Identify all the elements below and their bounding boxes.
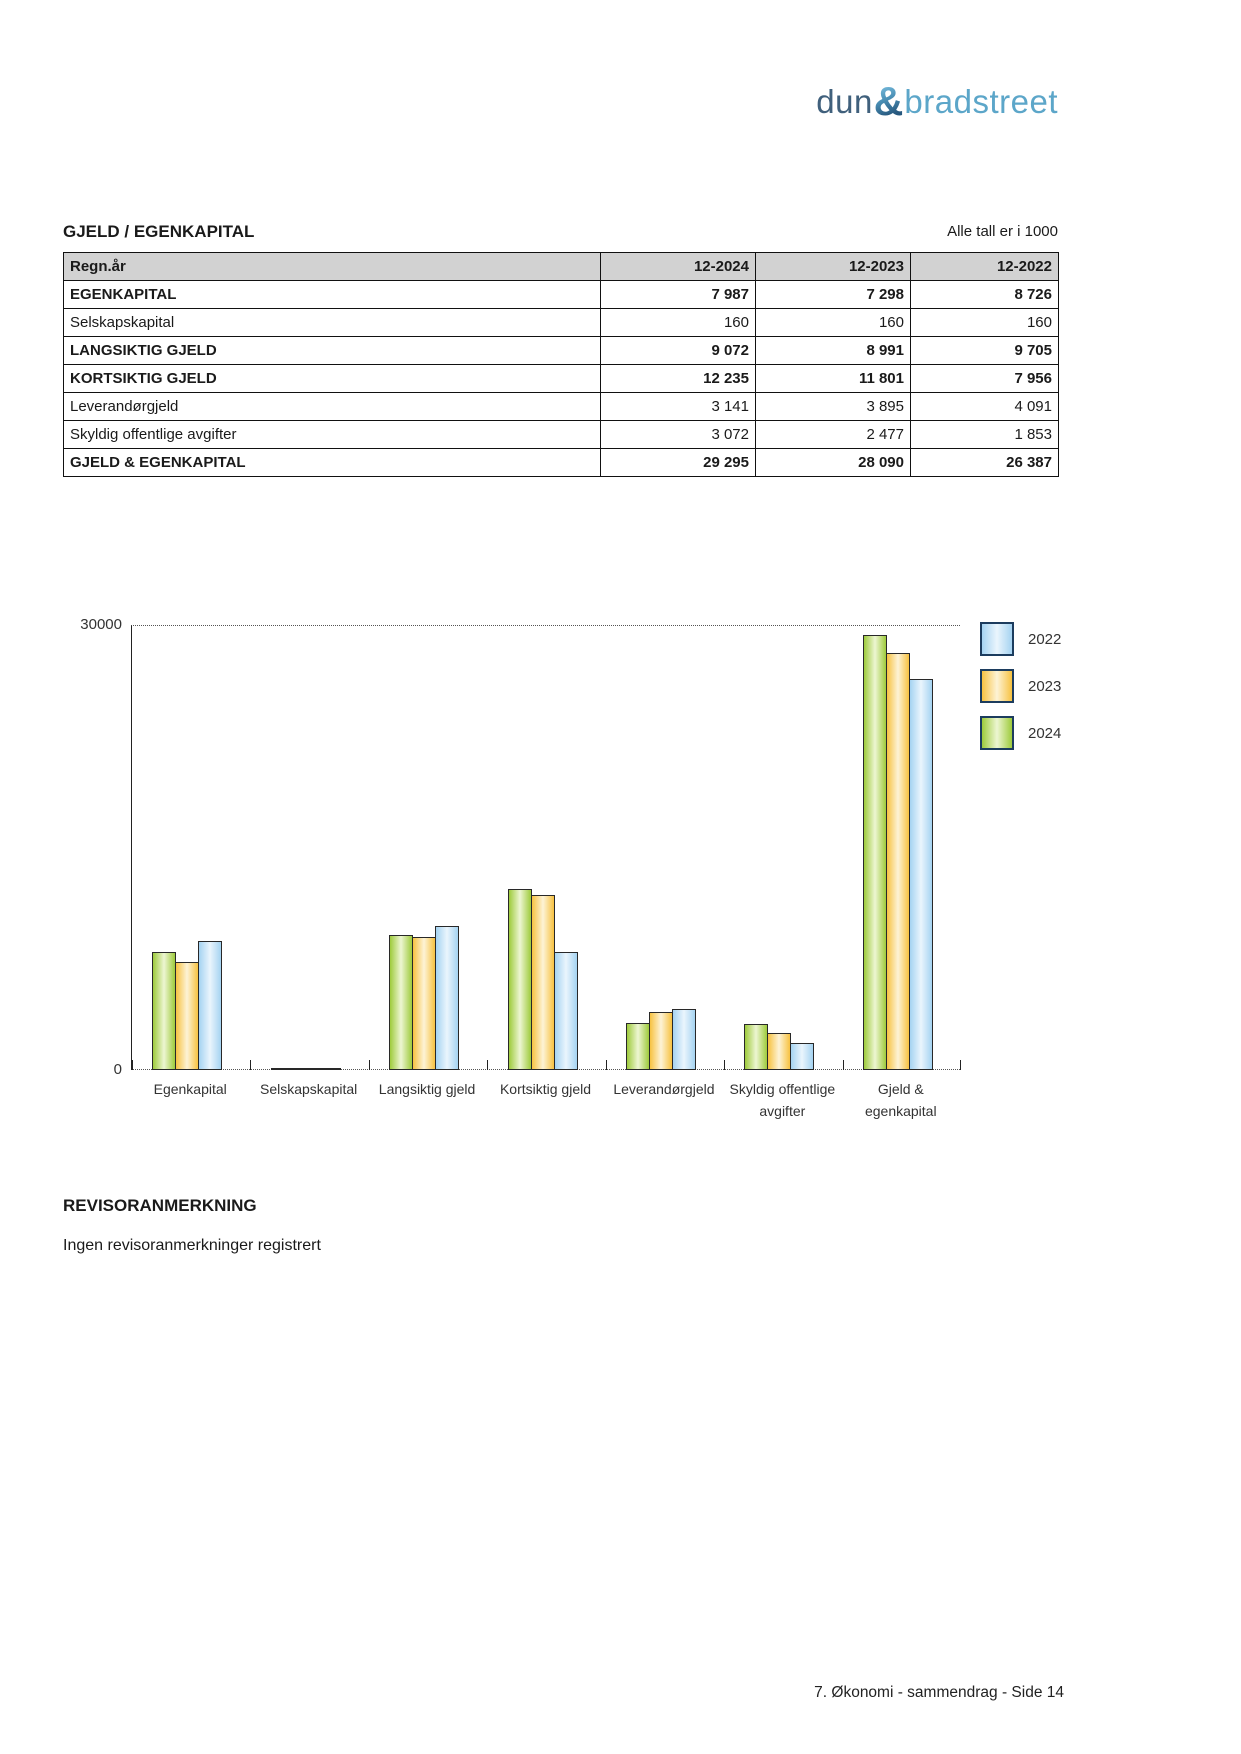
bar-2023-gjeld-egenkapital	[886, 653, 910, 1070]
bar-group-1	[271, 1068, 341, 1070]
bar-2022-egenkapital	[198, 941, 222, 1070]
row-label: GJELD & EGENKAPITAL	[64, 449, 601, 477]
x-axis-tick	[606, 1060, 607, 1070]
category-label-5: Skyldig offentlige avgifter	[729, 1081, 836, 1119]
row-value: 4 091	[911, 393, 1059, 421]
bar-group-4	[626, 1009, 696, 1070]
table-header-row	[64, 253, 1059, 281]
bar-2023-leverand-rgjeld	[649, 1012, 673, 1070]
revisor-heading: REVISORANMERKNING	[63, 1196, 257, 1215]
table-header-12-2023: 12-2023	[756, 253, 911, 281]
bar-2024-skyldig-offentlige-avgifter	[744, 1024, 768, 1070]
category-label-6: Gjeld & egenkapital	[864, 1081, 937, 1119]
x-axis-tick	[724, 1060, 725, 1070]
legend-label-2024: 2024	[1028, 724, 1062, 742]
bar-2024-egenkapital	[152, 952, 176, 1070]
row-value: 3 895	[756, 393, 911, 421]
bar-2024-langsiktig-gjeld	[389, 935, 413, 1070]
table-row	[64, 393, 1059, 421]
row-value: 11 801	[756, 365, 911, 393]
unit-note: Alle tall er i 1000	[947, 223, 1058, 240]
x-axis-tick	[132, 1060, 133, 1070]
logo-ampersand-icon: &	[873, 78, 904, 124]
row-label: Skyldig offentlige avgifter	[64, 421, 601, 449]
bar-2023-kortsiktig-gjeld	[531, 895, 555, 1070]
bar-chart	[0, 540, 1241, 1140]
bar-2022-gjeld-egenkapital	[909, 679, 933, 1070]
legend-label-2022: 2022	[1028, 630, 1062, 648]
dun-bradstreet-logo	[816, 76, 1058, 123]
category-label-3: Kortsiktig gjeld	[499, 1081, 592, 1097]
row-value: 160	[756, 309, 911, 337]
row-label: KORTSIKTIG GJELD	[64, 365, 601, 393]
row-value: 8 726	[911, 281, 1059, 309]
table-row	[64, 281, 1059, 309]
row-value: 29 295	[601, 449, 756, 477]
plot-area	[131, 625, 960, 1070]
bar-2023-selskapskapital	[294, 1068, 318, 1070]
table-row	[64, 309, 1059, 337]
table-header-12-2022: 12-2022	[911, 253, 1059, 281]
chart-legend	[980, 622, 1061, 763]
x-axis-tick	[960, 1060, 961, 1070]
bar-group-0	[152, 941, 222, 1070]
row-label: Leverandørgjeld	[64, 393, 601, 421]
row-value: 9 072	[601, 337, 756, 365]
x-axis-tick	[843, 1060, 844, 1070]
page-footer: 7. Økonomi - sammendrag - Side 14	[814, 1684, 1064, 1701]
bar-2022-skyldig-offentlige-avgifter	[790, 1043, 814, 1070]
bar-group-6	[863, 635, 933, 1070]
bar-2023-skyldig-offentlige-avgifter	[767, 1033, 791, 1070]
table-header-12-2024: 12-2024	[601, 253, 756, 281]
legend-swatch-2023	[980, 669, 1014, 703]
bar-2024-selskapskapital	[271, 1068, 295, 1070]
table-row	[64, 421, 1059, 449]
row-value: 3 141	[601, 393, 756, 421]
bar-2022-leverand-rgjeld	[672, 1009, 696, 1070]
row-value: 1 853	[911, 421, 1059, 449]
bar-group-2	[389, 926, 459, 1070]
x-axis-tick	[487, 1060, 488, 1070]
logo-text-dun: dun	[816, 83, 873, 120]
bar-2024-leverand-rgjeld	[626, 1023, 650, 1070]
row-value: 26 387	[911, 449, 1059, 477]
category-label-1: Selskapskapital	[260, 1081, 358, 1097]
row-value: 7 298	[756, 281, 911, 309]
row-value: 8 991	[756, 337, 911, 365]
legend-entry-2023	[980, 669, 1061, 703]
financial-table	[63, 252, 1059, 477]
y-axis-tick-30000: 30000	[80, 616, 122, 633]
bar-2024-kortsiktig-gjeld	[508, 889, 532, 1070]
legend-swatch-2024	[980, 716, 1014, 750]
bar-2024-gjeld-egenkapital	[863, 635, 887, 1070]
table-row	[64, 449, 1059, 477]
row-value: 7 956	[911, 365, 1059, 393]
row-value: 12 235	[601, 365, 756, 393]
row-value: 28 090	[756, 449, 911, 477]
category-label-0: Egenkapital	[153, 1081, 227, 1097]
bar-2022-selskapskapital	[317, 1068, 341, 1070]
x-axis-tick	[250, 1060, 251, 1070]
bar-2022-kortsiktig-gjeld	[554, 952, 578, 1070]
y-axis-tick-0: 0	[113, 1061, 122, 1078]
row-label: EGENKAPITAL	[64, 281, 601, 309]
legend-entry-2024	[980, 716, 1061, 750]
row-value: 160	[911, 309, 1059, 337]
bar-2022-langsiktig-gjeld	[435, 926, 459, 1070]
row-value: 7 987	[601, 281, 756, 309]
row-value: 2 477	[756, 421, 911, 449]
bar-2023-egenkapital	[175, 962, 199, 1070]
legend-label-2023: 2023	[1028, 677, 1062, 695]
bar-2023-langsiktig-gjeld	[412, 937, 436, 1070]
row-value: 160	[601, 309, 756, 337]
section-title: GJELD / EGENKAPITAL	[63, 222, 255, 241]
table-row	[64, 337, 1059, 365]
bar-group-5	[744, 1024, 814, 1070]
row-value: 9 705	[911, 337, 1059, 365]
legend-swatch-2022	[980, 622, 1014, 656]
table-body	[64, 281, 1059, 477]
revisor-text: Ingen revisoranmerkninger registrert	[63, 1237, 321, 1254]
bar-group-3	[508, 889, 578, 1070]
category-label-2: Langsiktig gjeld	[378, 1081, 476, 1097]
row-label: Selskapskapital	[64, 309, 601, 337]
x-axis-tick	[369, 1060, 370, 1070]
row-label: LANGSIKTIG GJELD	[64, 337, 601, 365]
logo-text-bradstreet: bradstreet	[904, 83, 1058, 120]
legend-entry-2022	[980, 622, 1061, 656]
table-row	[64, 365, 1059, 393]
table-header-regnaar: Regn.år	[64, 253, 601, 281]
row-value: 3 072	[601, 421, 756, 449]
category-label-4: Leverandørgjeld	[613, 1081, 715, 1097]
